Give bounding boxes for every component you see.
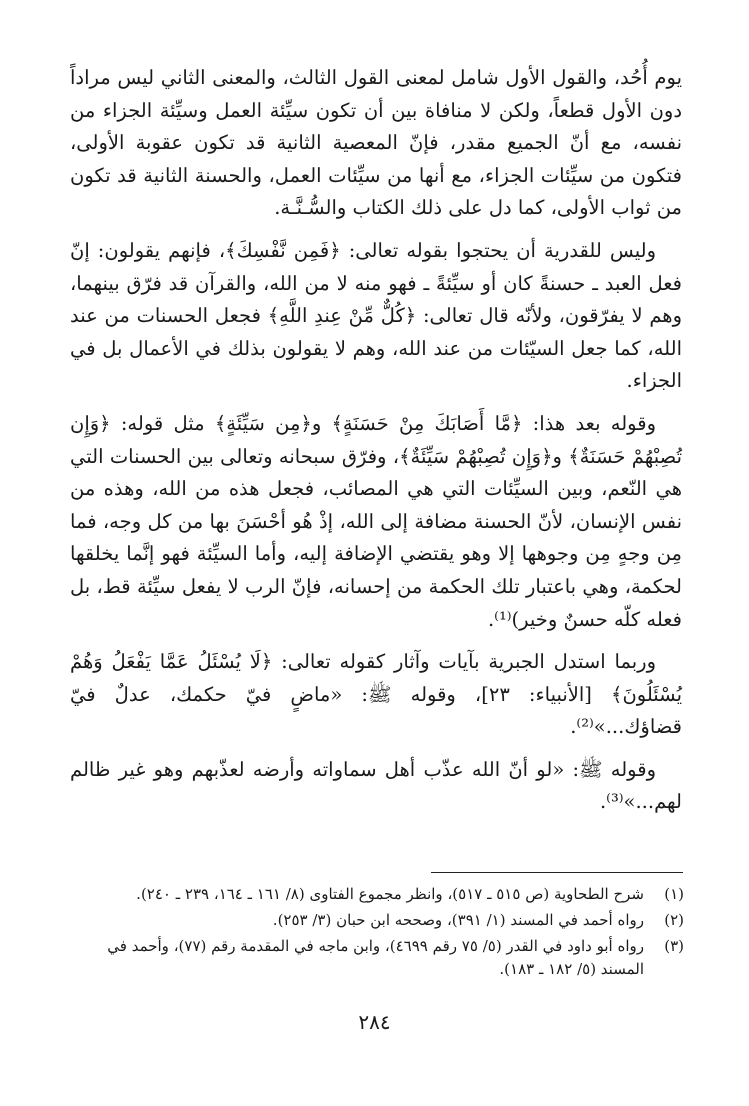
paragraph-4: وربما استدل الجبرية بآيات وآثار كقوله تعالى: ﴿لَا يُسْئَلُ عَمَّا يَفْعَلُ وَهُمْ يُسْئَلُونَ﴾ [الأنبياء: ٢٣]، وقوله ﷺ: «ماضٍ فيّ حكمك، عدلٌ فيّ قضاؤك...»⁽²⁾.	[70, 650, 683, 739]
footnotes	[60, 880, 684, 981]
footnote-number: (١)	[664, 885, 684, 903]
footnote-text: شرح الطحاوية (ص ٥١٥ ـ ٥١٧)، وانظر مجموع الفتاوى (٨/ ١٦١ ـ ١٦٤، ٢٣٩ ـ ٢٤٠).	[136, 885, 644, 903]
paragraph-5: وقوله ﷺ: «لو أنّ الله عذّب أهل سماواته وأرضه لعذّبهم وهو غير ظالم لهم...»⁽³⁾.	[70, 757, 682, 814]
main-text	[70, 62, 682, 819]
footnote-number: (٢)	[664, 911, 684, 929]
footnote-divider	[431, 872, 683, 873]
paragraph-2: وليس للقدرية أن يحتجوا بقوله تعالى: ﴿فَمِن نَّفْسِكَ﴾، فإنهم يقولون: إنّ فعل العبد ـ حسنةً كان أو سيِّئةً ـ فهو منه لا من الله، والقرآن قد فرّق بينهما، وهم لا يفرّقون، ولأنّه قال تعالى: ﴿كُلٌّ مِّنْ عِندِ اللَّهِ﴾ فجعل الحسنات من عند الله، كما جعل السيّئات من عند الله، وهم لا يقولون بذلك في الأعمال بل في الجزاء.	[70, 238, 682, 393]
paragraph-3: وقوله بعد هذا: ﴿مَّا أَصَابَكَ مِنْ حَسَنَةٍ﴾ و﴿مِن سَيِّئَةٍ﴾ مثل قوله: ﴿وَإِن تُصِبْهُمْ حَسَنَةٌ﴾ و﴿وَإِن تُصِبْهُمْ سَيِّئَةٌ﴾، وفرّق سبحانه وتعالى بين الحسنات التي هي النّعم، وبين السيِّئات التي هي المصائب، فجعل هذه من الله، وهذه من نفس الإنسان، لأنّ الحسنة مضافة إلى الله، إذْ هُو أحْسَنَ بها من كل وجه، فما مِن وجهٍ مِن وجوهها إلا وهو يقتضي الإضافة إليه، وأما السيِّئة فهو إنَّما يخلقها لحكمة، وهي باعتبار تلك الحكمة من إحسانه، فإنّ الرب لا يفعل سيِّئة قط، بل فعله كلّه حسنٌ وخير)⁽¹⁾.	[70, 411, 682, 631]
footnote-1	[60, 883, 684, 906]
footnote-text: رواه أحمد في المسند (١/ ٣٩١)، وصححه ابن حبان (٣/ ٢٥٣).	[272, 911, 644, 929]
paragraph-1: يوم أُحُد، والقول الأول شامل لمعنى القول الثالث، والمعنى الثاني ليس مراداً دون الأول قطعاً، ولكن لا منافاة بين أن تكون سيِّئة العمل وسيِّئة الجزاء من نفسه، مع أنّ الجميع مقدر، فإنّ المعصية الثانية قد تكون عقوبة الأولى، فتكون من سيِّئات الجزاء، مع أنها من سيِّئات العمل، والحسنة الثانية قد تكون من ثواب الأولى، كما دل على ذلك الكتاب والسُّـنَّـة.	[70, 66, 682, 220]
page-number: ٢٨٤	[358, 1010, 391, 1034]
footnote-text: رواه أبو داود في القدر (٥/ ٧٥ رقم ٤٦٩٩)، وابن ماجه في المقدمة رقم (٧٧)، وأحمد في المسند (٥/ ١٨٢ ـ ١٨٣).	[107, 937, 644, 978]
footnote-number: (٣)	[664, 937, 684, 955]
footnote-2	[60, 909, 684, 932]
footnote-3	[60, 935, 684, 981]
